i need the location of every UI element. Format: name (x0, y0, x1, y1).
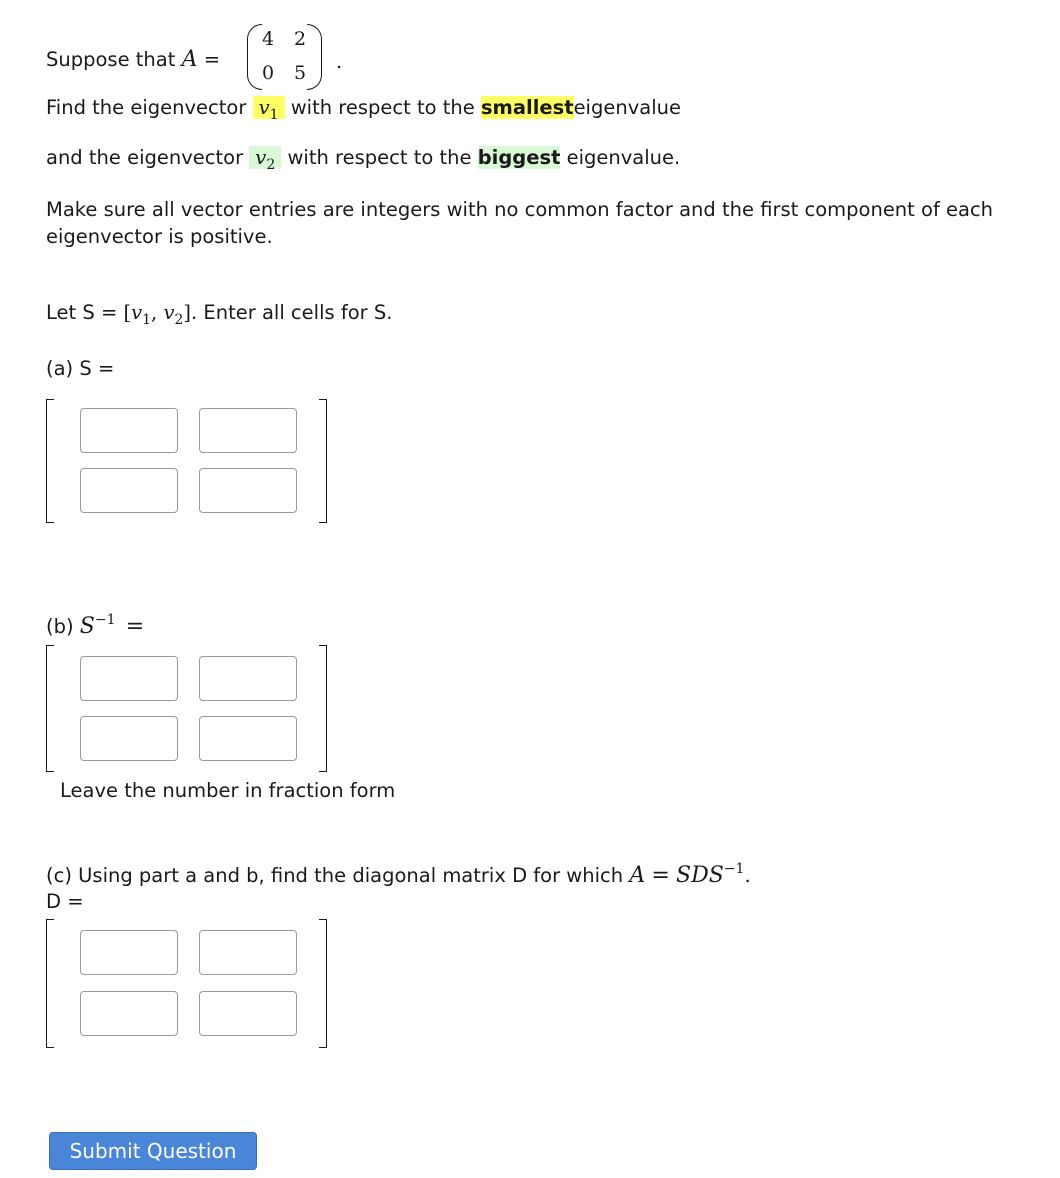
submit-question-button[interactable]: Submit Question (49, 1132, 257, 1170)
matrix-a (247, 24, 322, 90)
d-cell-1-2[interactable] (199, 930, 297, 975)
right-bracket (319, 399, 327, 523)
intro-period: . (336, 50, 343, 73)
matrix-a-cell: 5 (293, 62, 307, 84)
line1-prefix: Find the eigenvector (46, 96, 247, 119)
d-label: D = (46, 890, 84, 913)
equals-sign: = (203, 48, 221, 71)
let-s-suffix: . Enter all cells for S. (191, 301, 393, 324)
s-inverse-cell-1-2[interactable] (199, 656, 297, 701)
line1-suffix: eigenvalue (573, 96, 681, 119)
d-cell-2-1[interactable] (80, 991, 178, 1036)
intro-text: Suppose that (46, 48, 176, 71)
instructions-line-1: Make sure all vector entries are integers with no common factor and the first component of each (46, 198, 994, 221)
matrix-a-cell: 0 (261, 62, 275, 84)
d-cell-2-2[interactable] (199, 991, 297, 1036)
left-bracket (46, 645, 54, 772)
v1-symbol: $v_1$ (253, 96, 285, 119)
s-cell-1-2[interactable] (199, 408, 297, 453)
right-bracket (319, 919, 327, 1048)
eigenvector-v1-line (46, 96, 681, 123)
let-s-line: Let $S = [v_1$, $v_2$]. Enter all cells for S. (46, 301, 393, 328)
part-a-label: (a) S = (46, 357, 115, 380)
s-inverse-cell-1-1[interactable] (80, 656, 178, 701)
d-cell-1-1[interactable] (80, 930, 178, 975)
s-cell-2-2[interactable] (199, 468, 297, 513)
matrix-symbol-a: A (181, 47, 198, 72)
matrix-a-cell: 4 (261, 28, 275, 50)
part-c-label: (c) Using part a and b, find the diagonal matrix D for which $A = SDS^{-1}$. (46, 861, 751, 888)
line2-suffix: eigenvalue. (566, 146, 681, 169)
s-inverse-cell-2-2[interactable] (199, 716, 297, 761)
a-symbol: A (629, 863, 646, 888)
left-bracket (46, 399, 54, 523)
intro-line (46, 47, 220, 72)
v2-symbol: $v_2$ (249, 146, 281, 169)
let-s-prefix: Let S = (46, 301, 118, 324)
line2-middle: with respect to the (287, 146, 472, 169)
left-bracket (46, 919, 54, 1048)
right-bracket (319, 645, 327, 772)
sds-expression: SDS (676, 863, 724, 888)
inverse-exponent: −1 (94, 612, 116, 628)
part-b-label: (b) $S^{-1}$ = (46, 612, 145, 639)
highlight-smallest: smallest (480, 96, 574, 119)
highlight-biggest: biggest (477, 146, 561, 169)
s-inverse-cell-2-1[interactable] (80, 716, 178, 761)
line1-middle: with respect to the (290, 96, 475, 119)
right-paren (307, 24, 322, 90)
line2-prefix: and the eigenvector (46, 146, 244, 169)
fraction-form-note: Leave the number in fraction form (60, 779, 396, 802)
s-cell-2-1[interactable] (80, 468, 178, 513)
instructions-line-2: eigenvector is positive. (46, 225, 273, 248)
matrix-a-cell: 2 (293, 28, 307, 50)
s-symbol: S (79, 614, 95, 639)
left-paren (247, 24, 262, 90)
eigenvector-v2-line (46, 146, 681, 173)
s-cell-1-1[interactable] (80, 408, 178, 453)
